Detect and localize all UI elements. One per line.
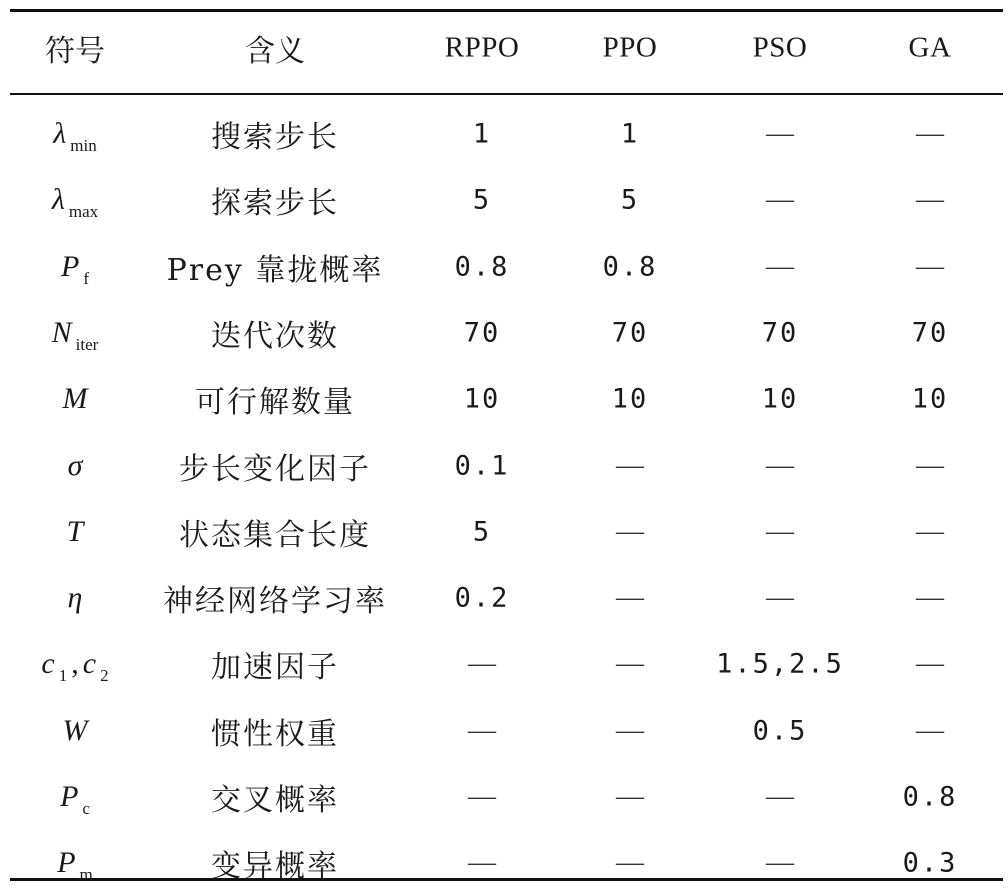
value-cell: — xyxy=(616,582,644,614)
value-cell: 0.8 xyxy=(602,251,658,283)
column-header: 含义 xyxy=(245,34,305,69)
meaning-cell: 状态集合长度 xyxy=(179,517,371,553)
value-cell: — xyxy=(916,449,944,481)
table-bottom-rule xyxy=(10,878,1003,881)
symbol-main: P xyxy=(60,780,79,813)
symbol-subscript: f xyxy=(83,268,89,288)
value-cell: — xyxy=(916,118,944,149)
value-cell: 70 xyxy=(911,317,949,349)
value-cell: 70 xyxy=(611,317,649,349)
symbol-cell xyxy=(51,315,99,354)
symbol-main: c xyxy=(82,647,97,681)
table-top-rule xyxy=(10,9,1003,12)
table-header-rule xyxy=(10,93,1003,95)
symbol-cell xyxy=(67,515,84,549)
meaning-cell: 神经网络学习率 xyxy=(163,584,387,620)
value-cell: — xyxy=(916,250,944,282)
value-cell: 5 xyxy=(472,184,492,216)
meaning-cell: 交叉概率 xyxy=(211,783,339,818)
symbol-main: λ xyxy=(53,117,67,150)
symbol-separator: , xyxy=(71,647,79,681)
value-cell: — xyxy=(616,449,644,481)
symbol-cell xyxy=(61,249,89,288)
value-cell: — xyxy=(916,184,944,216)
meaning-cell: 搜索步长 xyxy=(211,120,339,155)
symbol-cell xyxy=(63,714,88,748)
symbol-cell xyxy=(53,117,97,155)
symbol-subscript: m xyxy=(79,865,93,885)
value-cell: — xyxy=(766,250,794,282)
symbol-subscript: 2 xyxy=(100,666,109,686)
symbol-subscript: 1 xyxy=(58,666,68,686)
value-cell: — xyxy=(616,515,644,547)
value-cell: — xyxy=(766,847,794,879)
symbol-main: P xyxy=(57,846,76,880)
value-cell: — xyxy=(468,648,496,680)
meaning-cell: 惯性权重 xyxy=(211,716,339,752)
symbol-subscript: iter xyxy=(75,334,99,354)
value-cell: 0.2 xyxy=(454,582,510,614)
value-cell: — xyxy=(468,781,496,812)
value-cell: — xyxy=(766,582,794,614)
symbol-cell xyxy=(63,382,88,416)
symbol-cell xyxy=(57,846,93,885)
value-cell: — xyxy=(616,714,644,746)
value-cell: 10 xyxy=(611,383,649,415)
symbol-cell xyxy=(51,183,99,222)
value-cell: — xyxy=(616,847,644,879)
value-cell: — xyxy=(468,847,496,879)
symbol-subscript: min xyxy=(70,136,97,155)
value-cell: 0.8 xyxy=(454,251,510,283)
value-cell: — xyxy=(766,515,794,547)
column-header: PSO xyxy=(752,31,808,64)
symbol-main: T xyxy=(66,514,84,548)
value-cell: — xyxy=(468,714,496,746)
value-cell: 0.1 xyxy=(454,450,510,481)
symbol-cell xyxy=(60,780,90,818)
column-header: 符号 xyxy=(45,34,105,69)
symbol-main: M xyxy=(62,382,88,416)
value-cell: — xyxy=(766,184,794,216)
symbol-subscript: max xyxy=(68,202,99,222)
value-cell: 0.8 xyxy=(902,781,958,813)
value-cell: 1 xyxy=(472,118,492,150)
column-header: GA xyxy=(908,31,952,64)
value-cell: 10 xyxy=(761,383,799,415)
meaning-cell: 加速因子 xyxy=(211,650,339,686)
meaning-cell: Prey 靠拢概率 xyxy=(166,252,384,288)
symbol-main: W xyxy=(62,713,88,747)
value-cell: 10 xyxy=(911,383,949,415)
meaning-cell: 步长变化因子 xyxy=(179,451,371,487)
value-cell: — xyxy=(916,515,944,547)
meaning-cell: 变异概率 xyxy=(211,849,339,885)
value-cell: — xyxy=(916,582,944,614)
symbol-main: σ xyxy=(67,448,83,482)
value-cell: — xyxy=(616,648,644,680)
meaning-cell: 探索步长 xyxy=(211,186,339,222)
column-header: PPO xyxy=(602,31,658,64)
symbol-main: η xyxy=(67,581,83,615)
value-cell: 10 xyxy=(463,383,501,415)
value-cell: 5 xyxy=(472,516,492,548)
value-cell: 0.3 xyxy=(902,847,958,879)
value-cell: 5 xyxy=(620,184,640,216)
symbol-cell xyxy=(68,449,83,483)
value-cell: — xyxy=(616,781,644,812)
symbol-cell xyxy=(41,647,109,686)
value-cell: 0.5 xyxy=(752,715,808,747)
symbol-main: c xyxy=(41,647,55,681)
symbol-main: λ xyxy=(51,183,65,217)
column-header: RPPO xyxy=(444,31,520,64)
value-cell: — xyxy=(766,449,794,481)
value-cell: — xyxy=(916,648,944,680)
value-cell: 70 xyxy=(761,317,799,349)
value-cell: 1 xyxy=(620,118,640,150)
symbol-main: N xyxy=(51,315,72,349)
meaning-cell: 可行解数量 xyxy=(195,385,355,421)
value-cell: 70 xyxy=(463,317,501,349)
value-cell: 1.5,2.5 xyxy=(716,648,844,680)
meaning-cell: 迭代次数 xyxy=(211,318,339,354)
value-cell: — xyxy=(766,118,794,149)
value-cell: — xyxy=(916,714,944,746)
symbol-main: P xyxy=(61,249,80,283)
symbol-subscript: c xyxy=(82,799,90,818)
value-cell: — xyxy=(766,781,794,812)
symbol-cell xyxy=(68,581,83,615)
